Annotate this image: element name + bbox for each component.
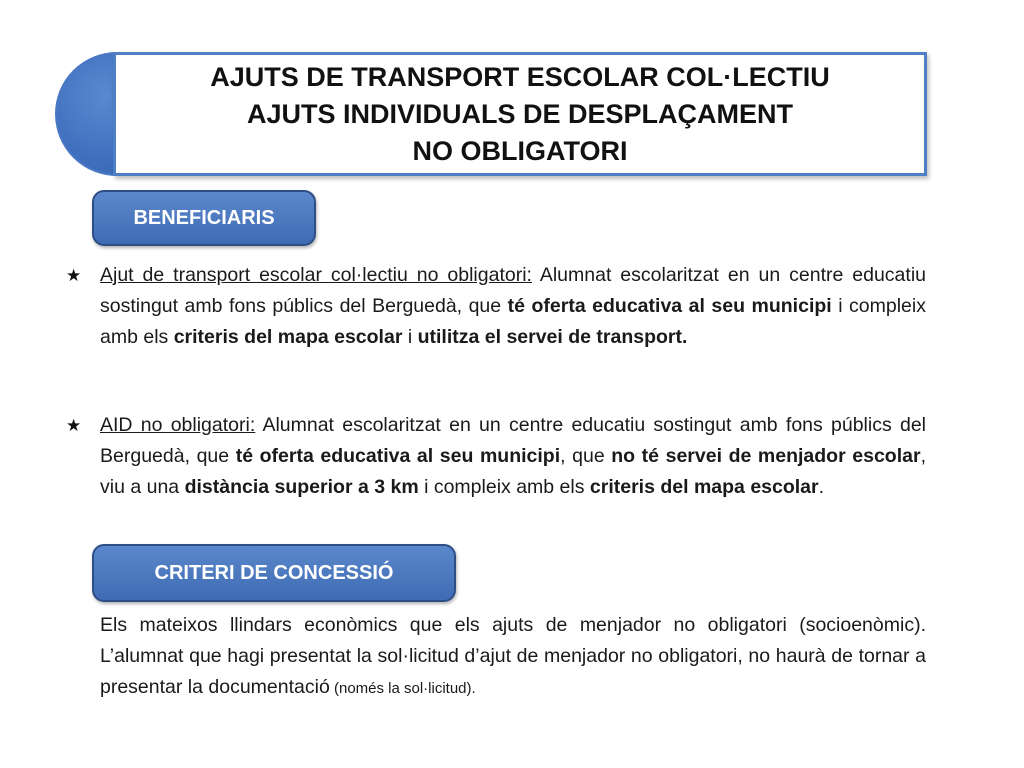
bullet-heading: AID no obligatori: [100, 414, 256, 436]
bullet-text-segment: Alumnat escolaritzat en un centre educatiu sostingut amb fons públics del Berguedà, que [100, 264, 926, 317]
bullet-text-segment: , viu a una [100, 445, 926, 498]
criteri-label: CRITERI DE CONCESSIÓ [92, 544, 456, 602]
bullet-text [100, 260, 926, 353]
bullet-text-segment: i compleix amb els [418, 476, 590, 498]
criteri-paragraph [100, 610, 926, 704]
criteri-main-text: Els mateixos llindars econòmics que els ajuts de menjador no obligatori (socioenòmic). L’alumnat que hagi presentat la sol·licitud d’ajut de menjador no obligatori, no haurà de tornar a presentar la documentació [100, 614, 926, 698]
criteri-small-text: (només la sol·licitud). [329, 680, 476, 697]
star-icon: ★ [66, 266, 82, 285]
bullet-bold-segment: distància superior a 3 km [184, 476, 419, 498]
bullet-text-segment: . [818, 476, 825, 498]
title-line-3: NO OBLIGATORI [412, 135, 628, 166]
bullet-bold-segment: utilitza el servei de transport. [417, 326, 688, 348]
bullet-aid [66, 410, 926, 503]
bullet-bold-segment: té oferta educativa al seu municipi [507, 295, 832, 317]
bullet-heading: Ajut de transport escolar col·lectiu no obligatori: [100, 264, 532, 286]
title-line-1: AJUTS DE TRANSPORT ESCOLAR COL·LECTIU [210, 61, 830, 92]
bullet-text-segment: i compleix amb els [100, 295, 926, 348]
bullet-text-segment: Alumnat escolaritzat en un centre educatiu sostingut amb fons públics del Berguedà, que [100, 414, 926, 467]
star-icon: ★ [66, 416, 82, 435]
bullet-bold-segment: criteris del mapa escolar [173, 326, 403, 348]
bullet-text-segment: i [402, 326, 418, 348]
bullet-bold-segment: té oferta educativa al seu municipi [235, 445, 561, 467]
title-line-2: AJUTS INDIVIDUALS DE DESPLAÇAMENT [246, 98, 794, 129]
bullet-text [100, 410, 926, 503]
beneficiaris-label: BENEFICIARIS [92, 190, 316, 246]
bullet-text-segment: , que [560, 445, 612, 467]
bullet-transport-colectiu [66, 260, 926, 353]
bullet-bold-segment: no té servei de menjador escolar [611, 445, 921, 467]
bullet-bold-segment: criteris del mapa escolar [589, 476, 819, 498]
title-box [113, 52, 927, 176]
